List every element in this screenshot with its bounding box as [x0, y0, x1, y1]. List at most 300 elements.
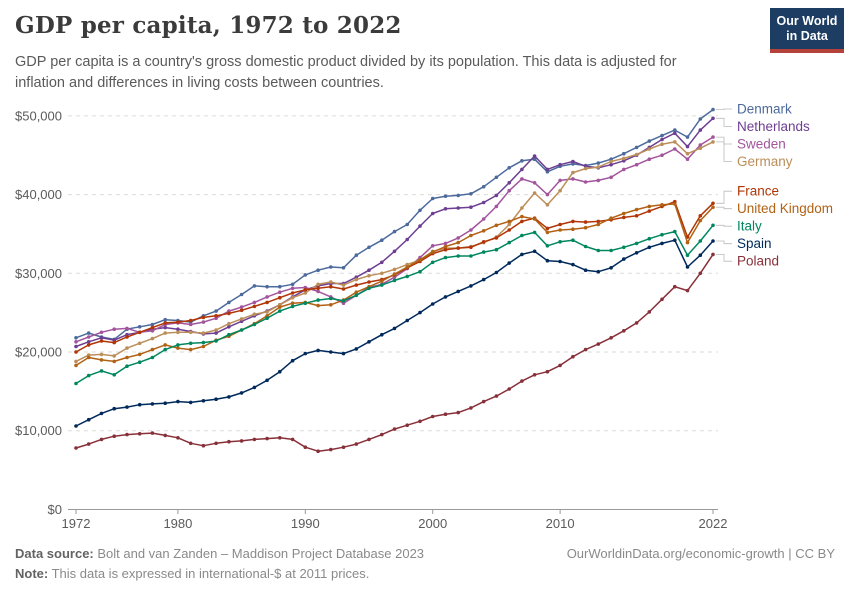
point-united-kingdom	[622, 212, 626, 216]
point-poland	[176, 436, 180, 440]
point-denmark	[355, 253, 359, 257]
point-united-kingdom	[546, 231, 550, 235]
point-france	[304, 288, 308, 292]
page-title: GDP per capita, 1972 to 2022	[15, 12, 402, 39]
point-france	[291, 291, 295, 295]
point-united-kingdom	[74, 364, 78, 368]
point-sweden	[711, 135, 715, 139]
point-poland	[163, 434, 167, 438]
legend-connector-germany	[716, 142, 732, 162]
point-france	[507, 228, 511, 232]
point-france	[176, 320, 180, 324]
point-germany	[138, 342, 142, 346]
point-spain	[495, 271, 499, 275]
point-spain	[100, 412, 104, 416]
point-poland	[686, 289, 690, 293]
point-france	[253, 305, 257, 309]
legend-label-sweden[interactable]: Sweden	[737, 136, 786, 152]
point-poland	[444, 412, 448, 416]
y-tick-label: $50,000	[15, 108, 62, 124]
point-poland	[520, 379, 524, 383]
point-sweden	[431, 244, 435, 248]
point-spain	[87, 418, 91, 422]
point-germany	[558, 189, 562, 193]
point-italy	[316, 298, 320, 302]
line-denmark[interactable]	[76, 110, 713, 340]
point-germany	[125, 346, 129, 350]
point-poland	[304, 445, 308, 449]
point-denmark	[227, 301, 231, 305]
point-spain	[291, 359, 295, 363]
point-italy	[304, 301, 308, 305]
point-germany	[253, 312, 257, 316]
point-france	[87, 343, 91, 347]
point-germany	[546, 203, 550, 207]
point-italy	[189, 342, 193, 346]
point-sweden	[584, 180, 588, 184]
point-france	[558, 223, 562, 227]
data-source-line	[15, 546, 424, 561]
line-sweden[interactable]	[76, 137, 713, 342]
chart-subtitle: GDP per capita is a country's gross domestic product divided by its population. This data is adjusted for inflation and differences in living costs between countries.	[15, 54, 677, 91]
point-germany	[265, 310, 269, 314]
point-united-kingdom	[87, 356, 91, 360]
point-netherlands	[100, 336, 104, 340]
owid-logo[interactable]	[770, 8, 844, 53]
point-italy	[507, 241, 511, 245]
point-germany	[176, 331, 180, 335]
point-sweden	[253, 301, 257, 305]
point-france	[648, 209, 652, 213]
point-italy	[100, 369, 104, 373]
point-france	[202, 316, 206, 320]
point-united-kingdom	[673, 202, 677, 206]
point-denmark	[507, 166, 511, 170]
series-sweden[interactable]	[74, 135, 715, 343]
point-italy	[533, 231, 537, 235]
point-netherlands	[431, 212, 435, 216]
point-netherlands	[176, 327, 180, 331]
point-sweden	[125, 327, 129, 331]
point-spain	[571, 263, 575, 267]
point-germany	[393, 268, 397, 272]
point-spain	[393, 327, 397, 331]
point-denmark	[431, 197, 435, 201]
point-spain	[367, 340, 371, 344]
point-germany	[622, 157, 626, 161]
point-france	[342, 287, 346, 291]
point-netherlands	[380, 261, 384, 265]
point-poland	[291, 438, 295, 442]
legend-connector-france	[716, 191, 732, 203]
point-poland	[342, 445, 346, 449]
point-poland	[138, 432, 142, 436]
note-text: This data is expressed in international-$ at 2011 prices.	[48, 566, 370, 581]
point-italy	[163, 348, 167, 352]
point-united-kingdom	[660, 203, 664, 207]
point-netherlands	[456, 206, 460, 210]
point-united-kingdom	[533, 217, 537, 221]
legend-label-italy[interactable]: Italy	[737, 218, 762, 234]
y-tick-label: $40,000	[15, 187, 62, 203]
point-france	[546, 227, 550, 231]
point-sweden	[533, 181, 537, 185]
point-united-kingdom	[151, 348, 155, 352]
point-spain	[163, 401, 167, 405]
point-italy	[342, 299, 346, 303]
point-france	[584, 220, 588, 224]
point-netherlands	[533, 154, 537, 158]
point-united-kingdom	[444, 245, 448, 249]
point-sweden	[87, 335, 91, 339]
point-spain	[597, 270, 601, 274]
chart-footer	[15, 546, 835, 581]
point-denmark	[342, 266, 346, 270]
legend-connector-denmark	[716, 109, 732, 110]
point-poland	[87, 442, 91, 446]
point-france	[163, 321, 167, 325]
point-france	[711, 202, 715, 206]
point-sweden	[673, 147, 677, 151]
point-poland	[622, 329, 626, 333]
point-sweden	[558, 179, 562, 183]
point-sweden	[520, 177, 524, 181]
point-sweden	[316, 290, 320, 294]
point-france	[355, 283, 359, 287]
point-poland	[125, 433, 129, 437]
point-sweden	[507, 189, 511, 193]
point-poland	[635, 321, 639, 325]
point-poland	[456, 411, 460, 415]
point-germany	[367, 274, 371, 278]
point-spain	[227, 395, 231, 399]
point-united-kingdom	[469, 234, 473, 238]
point-netherlands	[214, 331, 218, 335]
series-united-kingdom[interactable]	[74, 202, 715, 367]
point-poland	[648, 310, 652, 314]
point-italy	[240, 328, 244, 332]
point-poland	[380, 433, 384, 437]
point-spain	[635, 251, 639, 255]
point-united-kingdom	[456, 241, 460, 245]
point-spain	[240, 391, 244, 395]
point-italy	[355, 294, 359, 298]
owid-url-link[interactable]: OurWorldinData.org/economic-growth	[566, 546, 785, 561]
point-poland	[571, 355, 575, 359]
point-italy	[673, 230, 677, 234]
point-denmark	[151, 323, 155, 327]
point-germany	[151, 337, 155, 341]
point-italy	[699, 239, 703, 243]
point-spain	[74, 424, 78, 428]
point-netherlands	[711, 117, 715, 121]
point-poland	[151, 431, 155, 435]
y-tick-label: $0	[47, 501, 62, 517]
point-netherlands	[469, 205, 473, 209]
point-united-kingdom	[584, 226, 588, 230]
point-poland	[546, 370, 550, 374]
point-denmark	[673, 128, 677, 132]
point-sweden	[571, 177, 575, 181]
point-denmark	[74, 336, 78, 340]
point-spain	[686, 265, 690, 269]
point-sweden	[456, 236, 460, 240]
point-poland	[673, 285, 677, 289]
point-spain	[355, 347, 359, 351]
point-germany	[660, 142, 664, 146]
point-poland	[74, 446, 78, 450]
point-sweden	[240, 305, 244, 309]
point-france	[469, 246, 473, 250]
x-axis	[62, 510, 728, 532]
point-poland	[495, 394, 499, 398]
point-france	[278, 296, 282, 300]
point-germany	[673, 140, 677, 144]
legend-label-united-kingdom[interactable]: United Kingdom	[737, 201, 834, 217]
point-united-kingdom	[520, 215, 524, 219]
point-spain	[278, 370, 282, 374]
point-poland	[469, 406, 473, 410]
point-spain	[380, 333, 384, 337]
legend	[716, 102, 833, 269]
point-france	[444, 248, 448, 252]
point-spain	[648, 246, 652, 250]
point-sweden	[112, 327, 116, 331]
point-spain	[507, 261, 511, 265]
point-sweden	[699, 143, 703, 147]
point-denmark	[444, 194, 448, 198]
point-france	[495, 236, 499, 240]
legend-label-germany[interactable]: Germany	[737, 154, 793, 169]
point-italy	[405, 275, 409, 279]
point-united-kingdom	[176, 346, 180, 350]
point-netherlands	[686, 145, 690, 149]
point-netherlands	[495, 194, 499, 198]
point-spain	[533, 250, 537, 254]
point-denmark	[482, 185, 486, 189]
point-denmark	[418, 209, 422, 213]
point-italy	[609, 249, 613, 253]
point-italy	[546, 244, 550, 248]
point-poland	[112, 434, 116, 438]
point-spain	[558, 260, 562, 264]
point-italy	[329, 297, 333, 301]
point-united-kingdom	[635, 208, 639, 212]
point-germany	[571, 171, 575, 175]
point-france	[100, 339, 104, 343]
legend-connector-poland	[716, 254, 732, 261]
point-sweden	[100, 331, 104, 335]
series-poland[interactable]	[74, 253, 715, 453]
note-line	[15, 566, 369, 581]
note-label: Note:	[15, 566, 49, 581]
point-sweden	[482, 217, 486, 221]
point-sweden	[546, 193, 550, 197]
point-denmark	[495, 176, 499, 180]
legend-label-poland[interactable]: Poland	[737, 253, 780, 269]
point-united-kingdom	[482, 229, 486, 233]
point-netherlands	[227, 325, 231, 329]
point-germany	[304, 291, 308, 295]
point-spain	[622, 257, 626, 261]
point-france	[74, 350, 78, 354]
point-germany	[686, 152, 690, 156]
point-france	[571, 220, 575, 224]
point-netherlands	[520, 168, 524, 172]
x-tick-label: 2010	[545, 516, 575, 531]
point-germany	[355, 278, 359, 282]
point-sweden	[265, 295, 269, 299]
point-germany	[214, 328, 218, 332]
point-germany	[329, 280, 333, 284]
point-poland	[597, 342, 601, 346]
point-germany	[189, 331, 193, 335]
point-denmark	[329, 265, 333, 269]
point-sweden	[609, 176, 613, 180]
gdp-line-chart[interactable]	[0, 100, 850, 545]
point-italy	[253, 323, 257, 327]
point-germany	[316, 283, 320, 287]
point-united-kingdom	[138, 353, 142, 357]
line-italy[interactable]	[76, 225, 713, 383]
point-spain	[584, 268, 588, 272]
point-poland	[418, 420, 422, 424]
point-poland	[711, 253, 715, 257]
legend-label-spain[interactable]: Spain	[737, 236, 772, 252]
point-france	[189, 319, 193, 323]
point-denmark	[87, 331, 91, 335]
point-united-kingdom	[711, 205, 715, 209]
point-germany	[227, 322, 231, 326]
point-spain	[456, 290, 460, 294]
point-italy	[151, 356, 155, 360]
point-denmark	[291, 283, 295, 287]
point-denmark	[316, 268, 320, 272]
point-poland	[316, 449, 320, 453]
point-italy	[686, 253, 690, 257]
point-united-kingdom	[393, 272, 397, 276]
point-italy	[278, 309, 282, 313]
point-spain	[418, 311, 422, 315]
point-germany	[699, 146, 703, 150]
point-spain	[304, 352, 308, 356]
point-spain	[253, 386, 257, 390]
point-united-kingdom	[558, 228, 562, 232]
point-netherlands	[673, 131, 677, 135]
point-denmark	[711, 108, 715, 112]
point-denmark	[469, 192, 473, 196]
point-italy	[444, 256, 448, 260]
legend-label-france[interactable]: France	[737, 183, 780, 199]
point-germany	[74, 360, 78, 364]
point-united-kingdom	[648, 205, 652, 209]
series-italy[interactable]	[74, 224, 715, 386]
point-france	[138, 331, 142, 335]
line-united-kingdom[interactable]	[76, 204, 713, 365]
point-italy	[431, 261, 435, 265]
point-denmark	[163, 318, 167, 322]
point-netherlands	[367, 268, 371, 272]
series-denmark[interactable]	[74, 108, 715, 341]
point-netherlands	[418, 224, 422, 228]
legend-connector-italy	[716, 225, 732, 226]
point-poland	[240, 439, 244, 443]
legend-label-netherlands[interactable]: Netherlands	[737, 119, 810, 134]
point-italy	[622, 246, 626, 250]
point-italy	[418, 270, 422, 274]
point-netherlands	[87, 340, 91, 344]
point-france	[265, 301, 269, 305]
legend-label-denmark[interactable]: Denmark	[737, 101, 792, 117]
point-spain	[342, 352, 346, 356]
point-germany	[240, 317, 244, 321]
point-united-kingdom	[418, 258, 422, 262]
point-france	[367, 280, 371, 284]
point-italy	[138, 360, 142, 364]
point-denmark	[635, 146, 639, 150]
point-denmark	[520, 159, 524, 163]
line-poland[interactable]	[76, 254, 713, 451]
point-united-kingdom	[189, 348, 193, 352]
y-tick-label: $30,000	[15, 265, 62, 281]
point-italy	[112, 373, 116, 377]
point-spain	[214, 397, 218, 401]
point-netherlands	[163, 326, 167, 330]
x-tick-label: 2000	[418, 516, 448, 531]
point-france	[635, 214, 639, 218]
x-tick-label: 1980	[163, 516, 193, 531]
license-text: | CC BY	[784, 546, 835, 561]
data-source-text: Bolt and van Zanden – Maddison Project Database 2023	[93, 546, 425, 561]
point-spain	[520, 253, 524, 257]
point-poland	[253, 438, 257, 442]
point-germany	[380, 272, 384, 276]
point-spain	[329, 350, 333, 354]
point-sweden	[278, 290, 282, 294]
point-spain	[660, 242, 664, 246]
point-germany	[609, 160, 613, 164]
point-italy	[367, 287, 371, 291]
point-united-kingdom	[405, 265, 409, 269]
legend-connector-netherlands	[716, 118, 732, 126]
point-united-kingdom	[355, 290, 359, 294]
owid-logo-line1: Our World	[776, 14, 838, 28]
point-spain	[138, 403, 142, 407]
point-sweden	[686, 157, 690, 161]
point-spain	[546, 259, 550, 263]
point-italy	[660, 233, 664, 237]
point-germany	[100, 353, 104, 357]
x-tick-label: 2022	[698, 516, 728, 531]
point-spain	[265, 379, 269, 383]
point-netherlands	[444, 207, 448, 211]
point-poland	[265, 437, 269, 441]
point-italy	[711, 224, 715, 228]
point-spain	[711, 239, 715, 243]
data-source-label: Data source:	[15, 546, 94, 561]
point-spain	[431, 302, 435, 306]
point-denmark	[686, 135, 690, 139]
point-spain	[673, 238, 677, 242]
point-germany	[648, 147, 652, 151]
legend-connector-united-kingdom	[716, 207, 732, 209]
point-italy	[495, 248, 499, 252]
owid-link-line	[567, 546, 835, 561]
point-poland	[100, 438, 104, 442]
point-sweden	[635, 163, 639, 167]
point-italy	[558, 240, 562, 244]
point-italy	[597, 249, 601, 253]
